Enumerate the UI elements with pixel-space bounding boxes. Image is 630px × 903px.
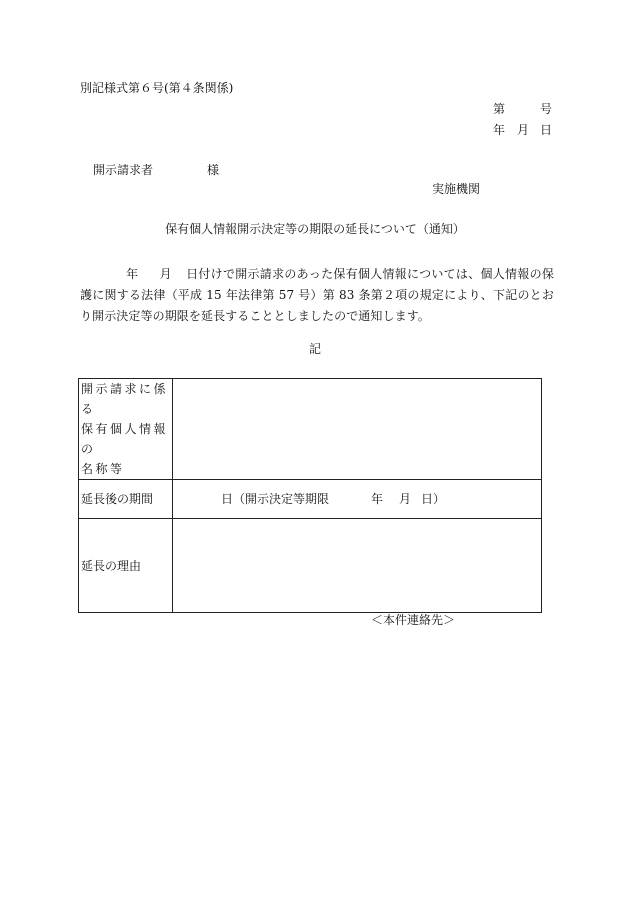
body-month-label: 月 — [159, 267, 172, 281]
document-number-suffix: 号 — [540, 102, 553, 116]
table-row-information-name — [79, 379, 542, 480]
extended-period-day-text: 日（開示決定等期限 — [221, 492, 330, 506]
information-name-label-line-3: 名称等 — [81, 462, 125, 476]
ki-heading: 記 — [308, 342, 321, 356]
information-name-value-cell — [173, 379, 542, 480]
recipient-label: 開示請求者 — [93, 163, 154, 177]
information-name-label-line-1: 開示請求に係る — [81, 382, 169, 416]
extended-period-label: 延長後の期間 — [81, 492, 154, 506]
body-year-label: 年 — [126, 267, 139, 281]
body-text: 日付けで開示請求のあった保有個人情報については、個人情報の保護に関する法律（平成 15 年法律第 57 号）第 83 条第２項の規定により、下記のとおり開示決定等の期限を延長することとしましたので通知します。 — [80, 267, 554, 323]
document-title: 保有個人情報開示決定等の期限の延長について（通知） — [165, 222, 465, 236]
information-name-label-cell — [79, 379, 173, 480]
deadline-year-label: 年 — [371, 492, 384, 506]
table-row-extended-period — [79, 480, 542, 519]
extended-period-label-cell — [79, 480, 173, 519]
deadline-day-label: 日） — [421, 492, 446, 506]
document-number-label: 第 — [493, 102, 506, 116]
recipient-honorific: 様 — [207, 163, 220, 177]
information-name-label-line-2: 保有個人情報の — [81, 422, 169, 456]
date-year-label: 年 — [493, 123, 506, 137]
extension-reason-label-cell — [79, 519, 173, 613]
issuer-name: 実施機関 — [432, 182, 481, 196]
contact-heading: ＜本件連絡先＞ — [371, 613, 456, 627]
notice-body — [80, 264, 554, 327]
date-month-label: 月 — [517, 123, 530, 137]
extension-reason-value-cell — [173, 519, 542, 613]
date-day-label: 日 — [540, 123, 553, 137]
deadline-month-label: 月 — [399, 492, 412, 506]
extended-period-value-cell — [173, 480, 542, 519]
extension-details-table — [78, 378, 542, 613]
form-number: 別記様式第６号(第４条関係) — [80, 81, 234, 95]
extension-reason-label: 延長の理由 — [81, 558, 142, 573]
table-row-extension-reason — [79, 519, 542, 613]
